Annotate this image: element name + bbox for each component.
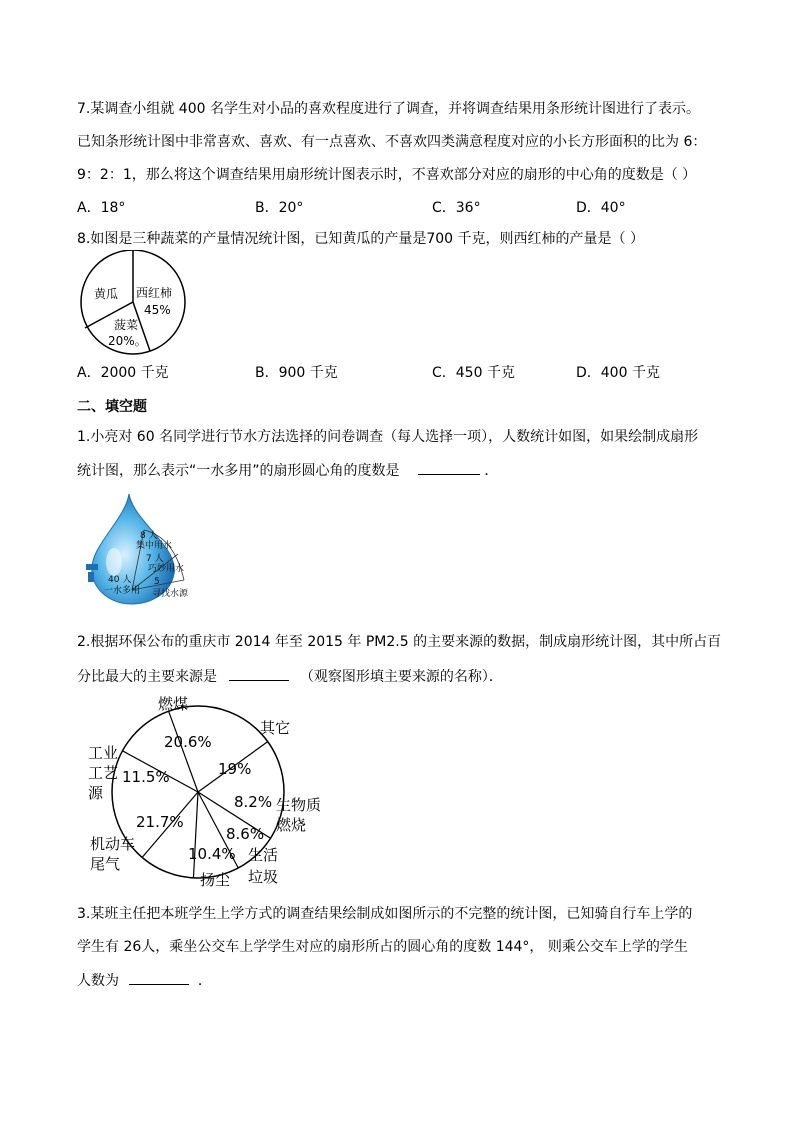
label-life-pct: 8.6% [226,825,265,843]
label-centralized-water: 集中用水 [136,541,173,551]
f2-line-1: 2.根据环保公布的重庆市 2014 年至 2015 年 PM2.5 的主要来源的数据，制成扇形统计图，其中所占百 [77,634,722,650]
pm25-pie-chart [88,693,328,893]
vegetable-pie-chart [78,250,198,355]
f3-line-3-text: 人数为 [77,973,119,989]
answer-blank-2[interactable] [229,666,289,681]
label-other: 其它 [260,719,291,737]
q8-line-1: 8.如图是三种蔬菜的产量情况统计图，已知黄瓜的产量是700 千克，则西红柿的产量是（ ） [77,231,644,247]
label-40-people: 40 人 [108,575,132,585]
label-dust: 扬尘 [200,871,231,889]
q7-line-1: 7.某调查小组就 400 名学生对小品的喜欢程度进行了调查，并将调查结果用条形统计图进行了表示。 [77,101,700,117]
q8-option-d: D．400 千克 [576,365,660,381]
q8-option-b: B．900 千克 [255,365,338,381]
q7-option-d: D．40° [576,200,626,216]
section-title: 二、填空题 [77,399,147,415]
label-find-water: 寻找水源 [152,589,189,599]
label-multi-use: 一水多用 [104,586,141,596]
label-vehicle-2: 尾气 [90,855,121,873]
label-tomato: 西红柿 [136,286,173,300]
label-industry-3: 源 [88,784,104,802]
label-cucumber: 黄瓜 [94,287,119,301]
label-5: 5 [154,577,160,587]
f3-line-3 [77,970,212,990]
q8-option-a: A．2000 千克 [77,365,169,381]
f3-line-2: 学生有 26人，乘坐公交车上学学生对应的扇形所占的圆心角的度数 144°， 则乘公交车上学的学生 [77,939,688,955]
q7-option-a: A．18° [77,200,126,216]
label-industry-pct: 11.5% [122,768,170,786]
label-industry-2: 工艺 [88,764,119,782]
label-life-2: 垃圾 [248,868,279,886]
q7-option-c: C．36° [432,200,481,216]
q7-line-2: 已知条形统计图中非常喜欢、喜欢、有一点喜欢、不喜欢四类满意程度对应的小长方形面积的比为 6： [77,134,707,150]
answer-blank-1[interactable] [418,460,480,475]
f1-line-2 [77,460,498,480]
label-industry-1: 工业 [88,744,119,762]
label-clever-water: 巧妙用水 [148,564,185,574]
f1-line-1: 1.小亮对 60 名同学进行节水方法选择的问卷调查（每人选择一项），人数统计如图，如果绘制成扇形 [77,429,699,445]
label-spinach: 菠菜 [114,318,139,332]
label-biomass-1: 生物质 [276,796,322,814]
label-vehicle-pct: 21.7% [136,813,184,831]
label-coal-pct: 20.6% [164,733,212,751]
f1-line-2-end: ． [484,463,499,479]
f2-line-2 [77,666,503,686]
label-dust-pct: 10.4% [188,845,236,863]
label-spinach-pct: 20%。 [108,334,147,348]
q8-option-c: C．450 千克 [432,365,515,381]
label-8-people: 8 人 [140,531,158,541]
q7-line-3: 9：2：1，那么将这个调查结果用扇形统计图表示时，不喜欢部分对应的扇形的中心角的度数是（ ） [77,167,697,183]
label-coal: 燃煤 [158,695,189,713]
label-biomass-2: 燃烧 [276,816,307,834]
f1-line-2-text: 统计图，那么表示“一水多用”的扇形圆心角的度数是 [77,463,400,479]
label-life-1: 生活 [248,846,279,864]
label-biomass-pct: 8.2% [234,793,273,811]
label-tomato-pct: 45% [144,303,171,317]
f3-line-1: 3.某班主任把本班学生上学方式的调查结果绘制成如图所示的不完整的统计图，已知骑自行车上学的 [77,906,693,922]
f2-line-2-end: （观察图形填主要来源的名称）． [299,669,503,685]
label-other-pct: 19% [218,760,252,778]
f3-line-3-end: ． [197,973,212,989]
f2-line-2-text: 分比最大的主要来源是 [77,669,217,685]
label-vehicle-1: 机动车 [90,835,136,853]
answer-blank-3[interactable] [129,970,189,985]
q7-option-b: B．20° [255,200,304,216]
label-7-people: 7 人 [146,554,164,564]
water-drop-figure [84,492,204,607]
